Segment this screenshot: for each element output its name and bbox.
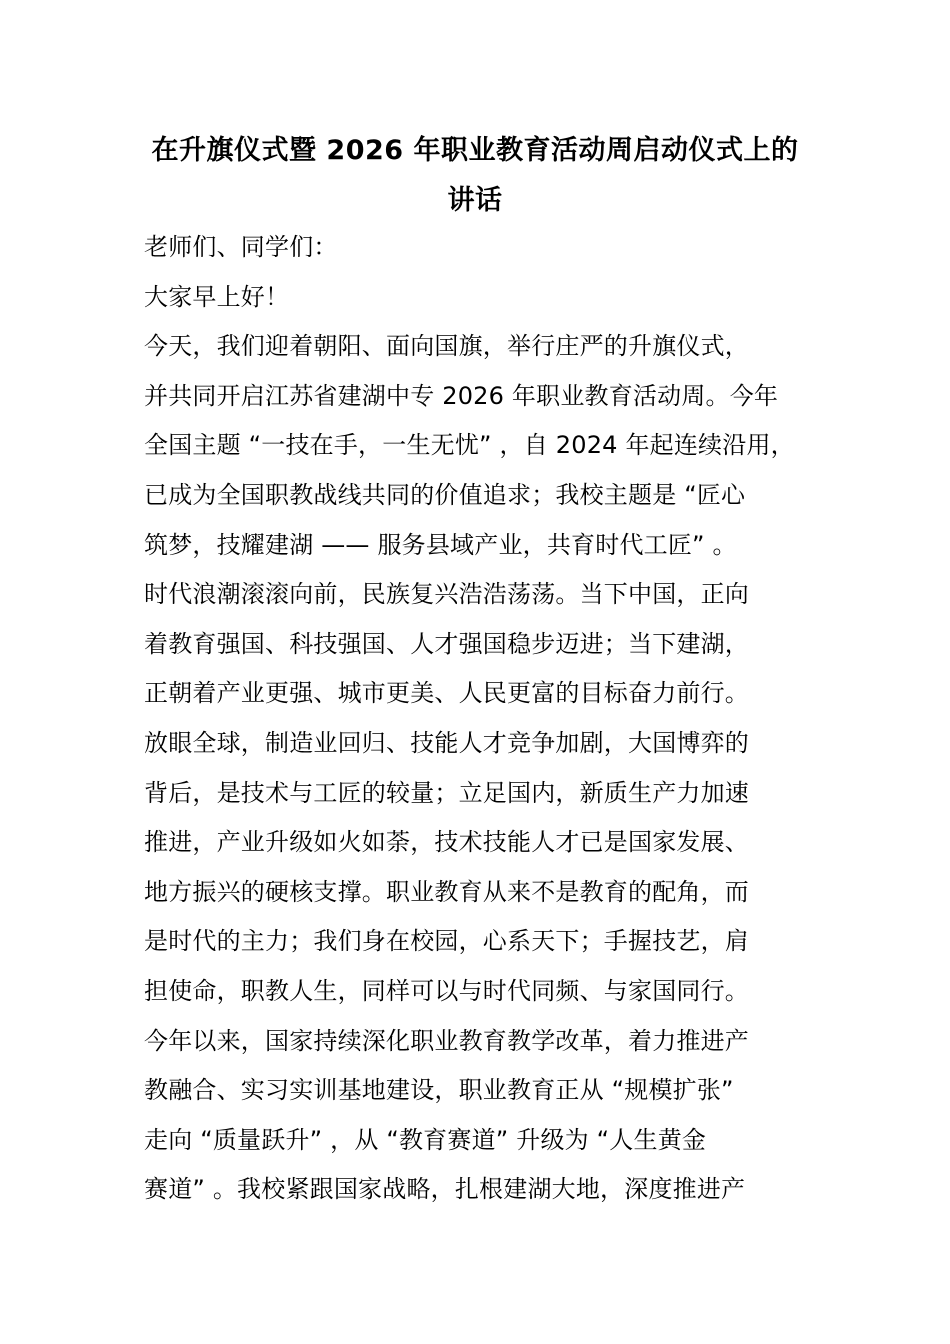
body-line: 担使命，职教人生，同样可以与时代同频、与家国同行。 <box>144 976 749 1005</box>
body-line: 今天，我们迎着朝阳、面向国旗，举行庄严的升旗仪式， <box>144 332 749 361</box>
body-line: 赛道” 。我校紧跟国家战略，扎根建湖大地，深度推进产 <box>144 1175 746 1204</box>
body-line: 已成为全国职教战线共同的价值追求；我校主题是 “匠心 <box>144 480 746 509</box>
body-line: 今年以来，国家持续深化职业教育教学改革，着力推进产 <box>144 1026 749 1055</box>
body-line: 全国主题 “一技在手，一生无忧” ，自 2024 年起连续沿用， <box>144 431 795 460</box>
document-title-line-1: 在升旗仪式暨 2026 年职业教育活动周启动仪式上的 <box>151 135 799 166</box>
body-line: 是时代的主力；我们身在校园，心系天下；手握技艺，肩 <box>144 927 749 956</box>
body-line: 时代浪潮滚滚向前，民族复兴浩浩荡荡。当下中国，正向 <box>144 580 749 609</box>
body-line: 地方振兴的硬核支撑。职业教育从来不是教育的配角，而 <box>144 877 749 906</box>
salutation-line: 老师们、同学们： <box>144 233 338 261</box>
body-line: 筑梦，技耀建湖 —— 服务县域产业，共育时代工匠” 。 <box>144 530 737 559</box>
body-line: 推进，产业升级如火如荼，技术技能人才已是国家发展、 <box>144 828 749 857</box>
greeting-line: 大家早上好！ <box>144 282 290 311</box>
document-title-line-2: 讲话 <box>447 185 503 216</box>
body-line: 着教育强国、科技强国、人才强国稳步迈进；当下建湖， <box>144 629 749 658</box>
document-body <box>144 223 844 1215</box>
body-line: 背后，是技术与工匠的较量；立足国内，新质生产力加速 <box>144 778 749 807</box>
body-line: 并共同开启江苏省建湖中专 2026 年职业教育活动周。今年 <box>144 381 779 410</box>
body-line: 正朝着产业更强、城市更美、人民更富的目标奋力前行。 <box>144 679 749 708</box>
body-line: 放眼全球，制造业回归、技能人才竞争加剧，大国博弈的 <box>144 728 749 757</box>
body-line: 教融合、实习实训基地建设，职业教育正从 “规模扩张” <box>144 1076 734 1105</box>
body-line: 走向 “质量跃升” ，从 “教育赛道” 升级为 “人生黄金 <box>144 1125 707 1154</box>
